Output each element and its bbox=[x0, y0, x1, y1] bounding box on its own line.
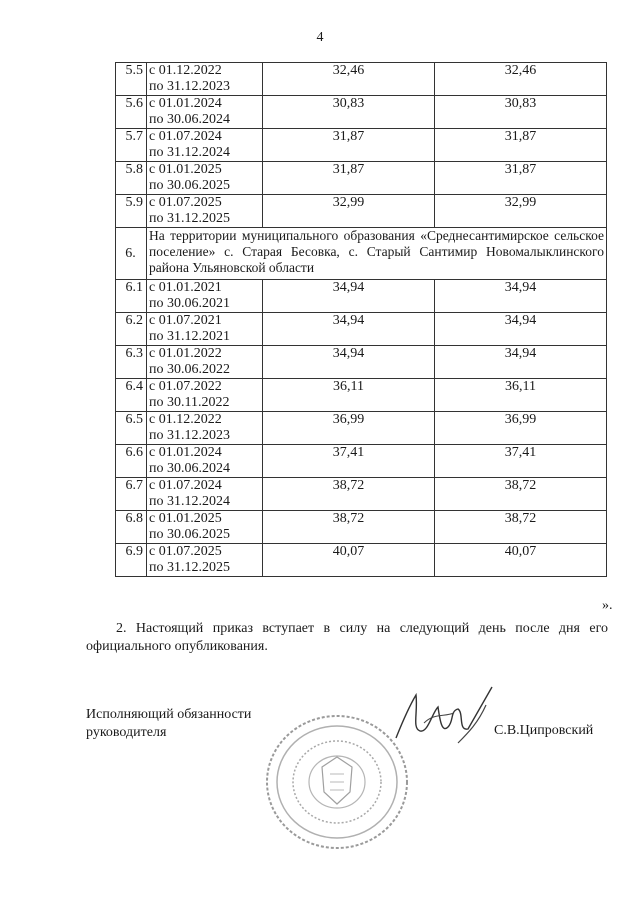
tariff-value-2: 31,87 bbox=[435, 162, 607, 195]
period-cell bbox=[147, 195, 263, 228]
period-cell bbox=[147, 280, 263, 313]
table-row bbox=[116, 412, 607, 445]
tariff-value-1: 40,07 bbox=[263, 544, 435, 577]
period-cell bbox=[147, 445, 263, 478]
period-cell bbox=[147, 346, 263, 379]
row-number: 5.8 bbox=[116, 162, 147, 195]
tariff-value-1: 34,94 bbox=[263, 313, 435, 346]
row-number: 6.4 bbox=[116, 379, 147, 412]
period-to: по 30.06.2024 bbox=[149, 112, 230, 127]
row-number: 6.7 bbox=[116, 478, 147, 511]
tariff-value-1: 38,72 bbox=[263, 478, 435, 511]
signer-role-line-2: руководителя bbox=[86, 725, 167, 740]
period-cell bbox=[147, 511, 263, 544]
period-from: с 01.01.2024 bbox=[149, 96, 222, 111]
table-row bbox=[116, 162, 607, 195]
tariff-value-2: 40,07 bbox=[435, 544, 607, 577]
row-number: 6. bbox=[116, 228, 147, 280]
period-cell bbox=[147, 412, 263, 445]
period-to: по 31.12.2024 bbox=[149, 145, 230, 160]
period-cell bbox=[147, 379, 263, 412]
period-to: по 30.06.2021 bbox=[149, 296, 230, 311]
tariff-value-1: 36,99 bbox=[263, 412, 435, 445]
period-from: с 01.12.2022 bbox=[149, 63, 222, 78]
tariff-value-1: 37,41 bbox=[263, 445, 435, 478]
table-row bbox=[116, 129, 607, 162]
signer-role-line-1: Исполняющий обязанности bbox=[86, 707, 252, 722]
tariff-value-2: 38,72 bbox=[435, 478, 607, 511]
table-row bbox=[116, 280, 607, 313]
row-number: 6.6 bbox=[116, 445, 147, 478]
period-from: с 01.01.2021 bbox=[149, 280, 222, 295]
period-from: с 01.01.2025 bbox=[149, 511, 222, 526]
period-from: с 01.07.2024 bbox=[149, 129, 222, 144]
period-from: с 01.07.2025 bbox=[149, 195, 222, 210]
tariff-value-2: 32,46 bbox=[435, 63, 607, 96]
period-from: с 01.07.2025 bbox=[149, 544, 222, 559]
period-to: по 31.12.2024 bbox=[149, 494, 230, 509]
period-from: с 01.07.2022 bbox=[149, 379, 222, 394]
table-row bbox=[116, 195, 607, 228]
row-number: 6.3 bbox=[116, 346, 147, 379]
closing-quote: ». bbox=[602, 598, 613, 613]
period-from: с 01.01.2025 bbox=[149, 162, 222, 177]
row-number: 6.5 bbox=[116, 412, 147, 445]
tariff-value-2: 34,94 bbox=[435, 280, 607, 313]
table-row bbox=[116, 346, 607, 379]
row-number: 5.5 bbox=[116, 63, 147, 96]
period-to: по 31.12.2023 bbox=[149, 79, 230, 94]
tariff-value-1: 31,87 bbox=[263, 162, 435, 195]
tariff-value-2: 30,83 bbox=[435, 96, 607, 129]
period-to: по 30.06.2024 bbox=[149, 461, 230, 476]
period-cell bbox=[147, 313, 263, 346]
period-cell bbox=[147, 162, 263, 195]
table-row bbox=[116, 478, 607, 511]
period-from: с 01.12.2022 bbox=[149, 412, 222, 427]
period-to: по 31.12.2025 bbox=[149, 211, 230, 226]
period-cell bbox=[147, 478, 263, 511]
period-cell bbox=[147, 544, 263, 577]
tariff-value-2: 37,41 bbox=[435, 445, 607, 478]
table-row bbox=[116, 313, 607, 346]
period-from: с 01.01.2024 bbox=[149, 445, 222, 460]
section-description: На территории муниципального образования «Среднесантимирское сельское поселение» с. Старая Бесовка, с. Старый Сантимир Новомалыклинского района Ульяновской области bbox=[147, 228, 607, 280]
tariff-value-2: 31,87 bbox=[435, 129, 607, 162]
effective-date-paragraph: 2. Настоящий приказ вступает в силу на следующий день после дня его официального опубликования. bbox=[86, 621, 608, 654]
period-to: по 31.12.2021 bbox=[149, 329, 230, 344]
tariff-value-1: 34,94 bbox=[263, 346, 435, 379]
period-to: по 31.12.2023 bbox=[149, 428, 230, 443]
tariff-value-2: 38,72 bbox=[435, 511, 607, 544]
tariff-value-2: 32,99 bbox=[435, 195, 607, 228]
row-number: 6.1 bbox=[116, 280, 147, 313]
row-number: 5.9 bbox=[116, 195, 147, 228]
tariff-value-1: 32,46 bbox=[263, 63, 435, 96]
signer-name: С.В.Ципровский bbox=[494, 723, 594, 738]
period-from: с 01.07.2024 bbox=[149, 478, 222, 493]
period-to: по 30.11.2022 bbox=[149, 395, 230, 410]
period-cell bbox=[147, 96, 263, 129]
period-from: с 01.07.2021 bbox=[149, 313, 222, 328]
tariff-value-2: 34,94 bbox=[435, 346, 607, 379]
period-cell bbox=[147, 129, 263, 162]
tariff-value-1: 30,83 bbox=[263, 96, 435, 129]
handwritten-signature-icon bbox=[388, 683, 498, 758]
tariff-value-1: 32,99 bbox=[263, 195, 435, 228]
period-to: по 30.06.2022 bbox=[149, 362, 230, 377]
period-to: по 30.06.2025 bbox=[149, 527, 230, 542]
table-row bbox=[116, 544, 607, 577]
page-number: 4 bbox=[316, 30, 324, 45]
tariff-value-2: 36,11 bbox=[435, 379, 607, 412]
signer-role bbox=[86, 706, 251, 742]
tariff-table bbox=[115, 62, 607, 577]
tariff-value-2: 34,94 bbox=[435, 313, 607, 346]
period-to: по 30.06.2025 bbox=[149, 178, 230, 193]
tariff-value-1: 34,94 bbox=[263, 280, 435, 313]
table-row bbox=[116, 379, 607, 412]
row-number: 6.9 bbox=[116, 544, 147, 577]
period-from: с 01.01.2022 bbox=[149, 346, 222, 361]
row-number: 6.8 bbox=[116, 511, 147, 544]
table-section-row bbox=[116, 228, 607, 280]
tariff-value-1: 38,72 bbox=[263, 511, 435, 544]
table-row bbox=[116, 511, 607, 544]
tariff-value-1: 31,87 bbox=[263, 129, 435, 162]
table-row bbox=[116, 96, 607, 129]
tariff-value-2: 36,99 bbox=[435, 412, 607, 445]
tariff-value-1: 36,11 bbox=[263, 379, 435, 412]
table-row bbox=[116, 63, 607, 96]
period-cell bbox=[147, 63, 263, 96]
row-number: 5.7 bbox=[116, 129, 147, 162]
table-row bbox=[116, 445, 607, 478]
row-number: 6.2 bbox=[116, 313, 147, 346]
row-number: 5.6 bbox=[116, 96, 147, 129]
period-to: по 31.12.2025 bbox=[149, 560, 230, 575]
